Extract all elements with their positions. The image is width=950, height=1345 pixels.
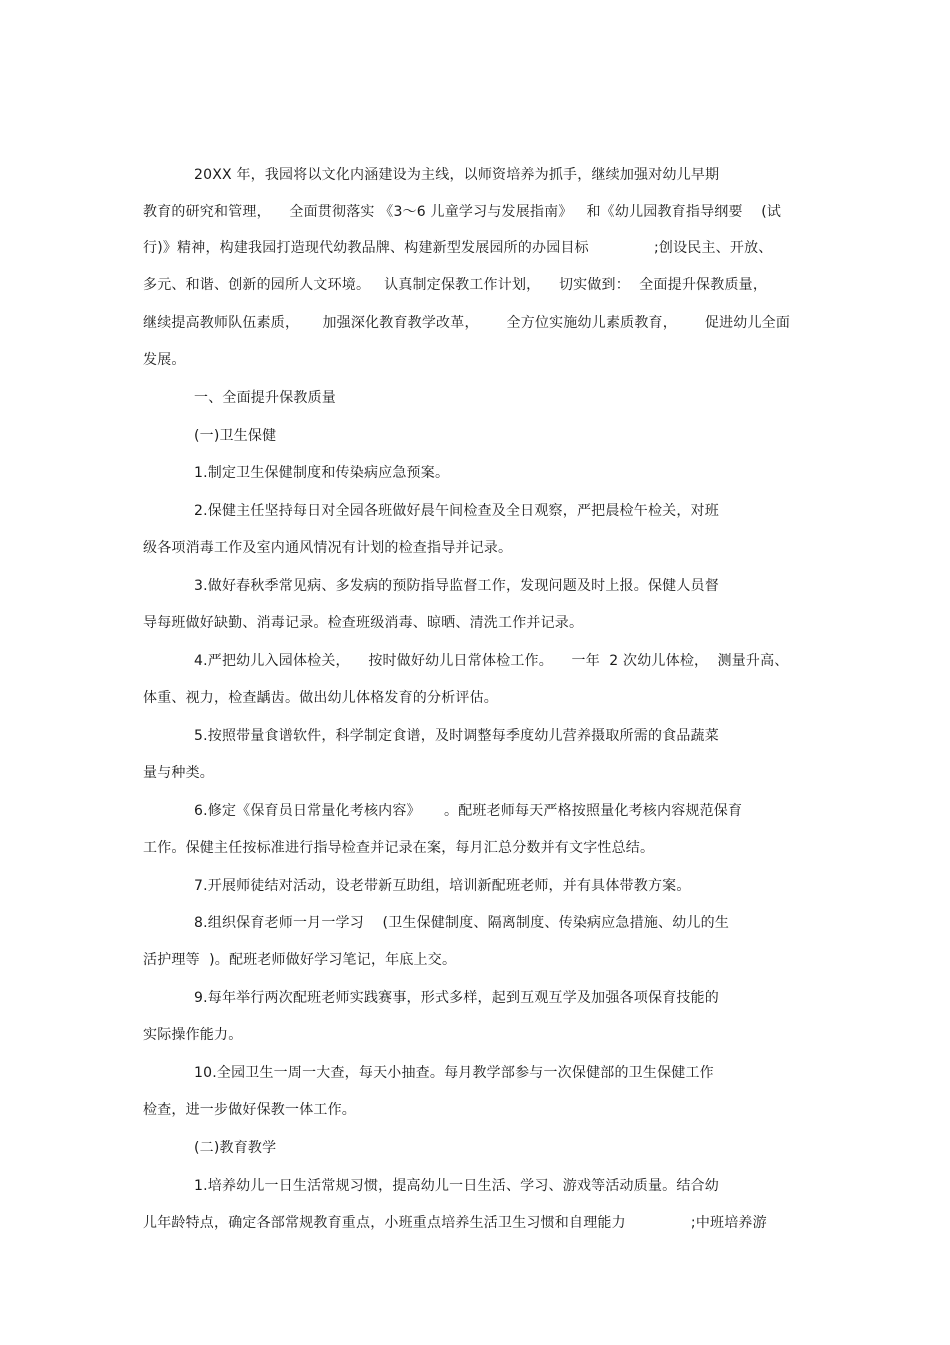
list-item-continuation: 检查，进一步做好保教一体工作。 xyxy=(143,1102,356,1118)
intro-line: 教育的研究和管理， 全面贯彻落实 《3～6 儿童学习与发展指南》 和《幼儿园教育指导纲要 (试 xyxy=(143,204,782,220)
intro-line: 发展。 xyxy=(143,352,186,368)
list-item: 1.培养幼儿一日生活常规习惯，提高幼儿一日生活、学习、游戏等活动质量。结合幼 xyxy=(194,1178,719,1194)
list-item-continuation: 儿年龄特点，确定各部常规教育重点，小班重点培养生活卫生习惯和自理能力 ;中班培养游 xyxy=(143,1215,767,1231)
intro-line: 继续提高教师队伍素质， 加强深化教育教学改革， 全方位实施幼儿素质教育， 促进幼儿全面 xyxy=(143,315,791,331)
list-item-continuation: 工作。保健主任按标准进行指导检查并记录在案，每月汇总分数并有文字性总结。 xyxy=(143,840,655,856)
subsection-title: (二)教育教学 xyxy=(194,1140,277,1156)
subsection-title: (一)卫生保健 xyxy=(194,428,277,444)
list-item: 1.制定卫生保健制度和传染病应急预案。 xyxy=(194,465,450,481)
intro-line: 多元、和谐、创新的园所人文环境。 认真制定保教工作计划， 切实做到： 全面提升保教质量， xyxy=(143,277,768,293)
list-item: 4.严把幼儿入园体检关， 按时做好幼儿日常体检工作。 一年 2 次幼儿体检， 测量升高、 xyxy=(194,653,789,669)
list-item: 3.做好春秋季常见病、多发病的预防指导监督工作，发现问题及时上报。保健人员督 xyxy=(194,578,719,594)
list-item-continuation: 活护理等 )。配班老师做好学习笔记，年底上交。 xyxy=(143,952,457,968)
section-title: 一、全面提升保教质量 xyxy=(194,390,336,406)
list-item: 7.开展师徒结对活动，设老带新互助组，培训新配班老师，并有具体带教方案。 xyxy=(194,878,691,894)
list-item: 8.组织保育老师一月一学习 (卫生保健制度、隔离制度、传染病应急措施、幼儿的生 xyxy=(194,915,730,931)
list-item-continuation: 级各项消毒工作及室内通风情况有计划的检查指导并记录。 xyxy=(143,540,513,556)
intro-line: 20XX 年，我园将以文化内涵建设为主线，以师资培养为抓手，继续加强对幼儿早期 xyxy=(194,167,720,183)
intro-line: 行)》精神，构建我园打造现代幼教品牌、构建新型发展园所的办园目标 ;创设民主、开放、 xyxy=(143,240,773,256)
list-item: 10.全园卫生一周一大查，每天小抽查。每月教学部参与一次保健部的卫生保健工作 xyxy=(194,1065,714,1081)
list-item-continuation: 体重、视力，检查龋齿。做出幼儿体格发育的分析评估。 xyxy=(143,690,498,706)
list-item: 6.修定《保育员日常量化考核内容》 。配班老师每天严格按照量化考核内容规范保育 xyxy=(194,803,743,819)
list-item: 5.按照带量食谱软件，科学制定食谱，及时调整每季度幼儿营养摄取所需的食品蔬菜 xyxy=(194,728,719,744)
list-item-continuation: 导每班做好缺勤、消毒记录。检查班级消毒、晾晒、清洗工作并记录。 xyxy=(143,615,584,631)
list-item: 9.每年举行两次配班老师实践赛事，形式多样，起到互观互学及加强各项保育技能的 xyxy=(194,990,719,1006)
list-item-continuation: 量与种类。 xyxy=(143,765,214,781)
list-item-continuation: 实际操作能力。 xyxy=(143,1027,243,1043)
list-item: 2.保健主任坚持每日对全园各班做好晨午间检查及全日观察，严把晨检午检关，对班 xyxy=(194,503,719,519)
